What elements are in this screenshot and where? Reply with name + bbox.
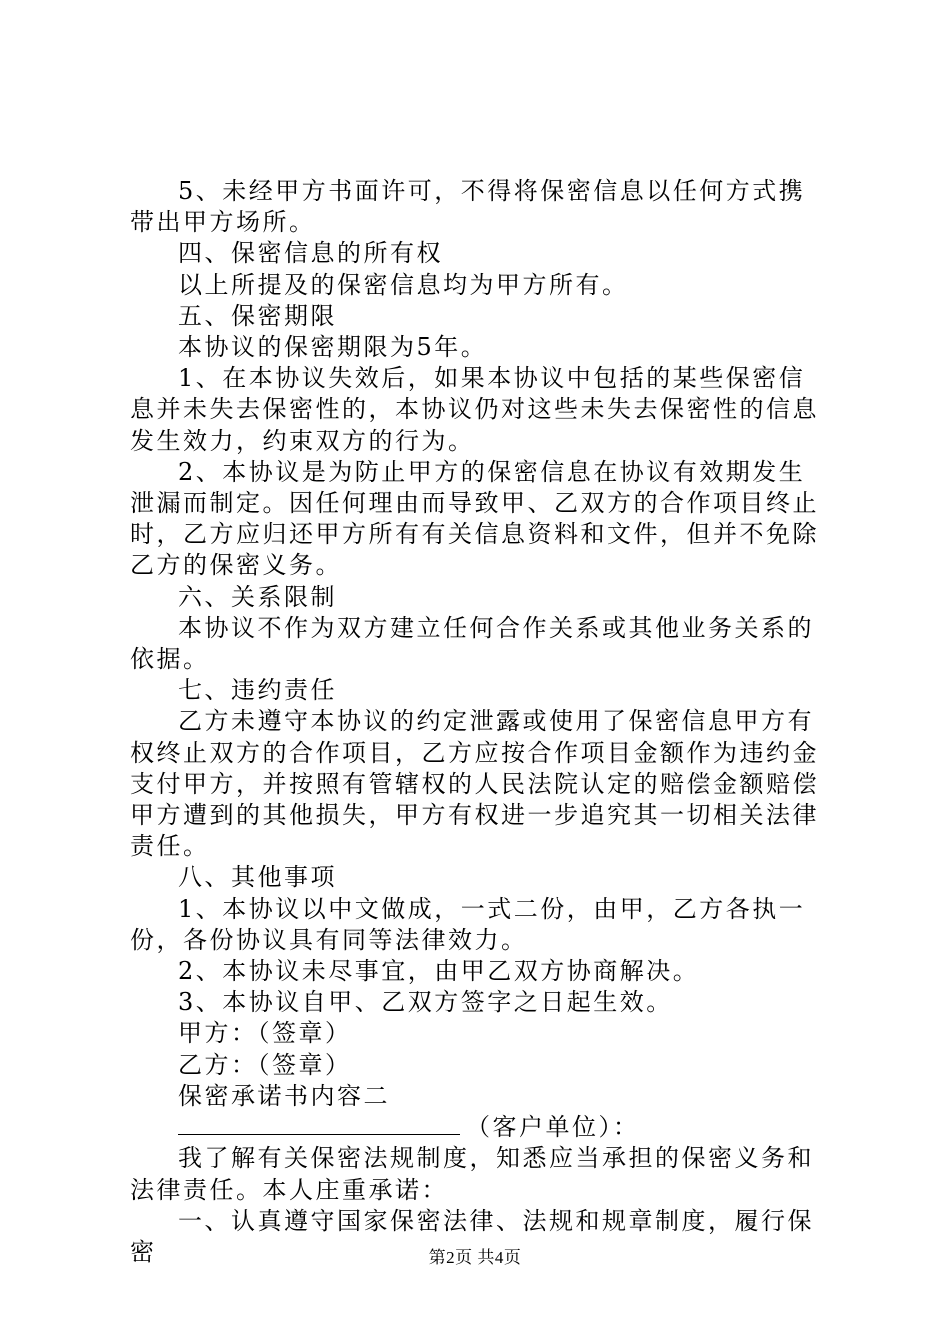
paragraph: 2、本协议是为防止甲方的保密信息在协议有效期发生泄漏而制定。因任何理由而导致甲、乙双方的合作项目终止时，乙方应归还甲方所有有关信息资料和文件，但并不免除乙方的保密义务。 [130,457,819,580]
paragraph: 一、认真遵守国家保密法律、法规和规章制度，履行保密 [130,1206,814,1266]
paragraph: 我了解有关保密法规制度，知悉应当承担的保密义务和法律责任。本人庄重承诺： [130,1144,814,1204]
section-heading: 八、其他事项 [178,863,337,892]
paragraph: 本协议不作为双方建立任何合作关系或其他业务关系的依据。 [130,613,814,674]
paragraph: 乙方未遵守本协议的约定泄露或使用了保密信息甲方有权终止双方的合作项目，乙方应按合作项目金额作为违约金支付甲方，并按照有管辖权的人民法院认定的赔偿金额赔偿甲方遭到的其他损失，甲方有权进一步追究其一切相关法律责任。 [130,707,819,861]
section-title: 保密承诺书内容二 [178,1081,390,1110]
client-unit-line [130,1112,830,1143]
signature-party-b: 乙方：（签章） [178,1050,352,1079]
paragraph: 5、未经甲方书面许可，不得将保密信息以任何方式携带出甲方场所。 [130,177,806,237]
paragraph: 1、在本协议失效后，如果本协议中包括的某些保密信息并未失去保密性的，本协议仍对这些未失去保密性的信息发生效力，约束双方的行为。 [130,364,819,455]
section-heading: 四、保密信息的所有权 [178,239,443,268]
client-unit-label: （客户单位）： [466,1113,640,1142]
signature-party-a: 甲方：（签章） [178,1019,352,1048]
document-body [130,176,830,1268]
section-heading: 五、保密期限 [178,301,337,330]
paragraph: 本协议的保密期限为5年。 [178,333,488,362]
paragraph: 2、本协议未尽事宜，由甲乙双方协商解决。 [178,957,700,986]
section-heading: 七、违约责任 [178,676,337,705]
page-number-footer: 第2页 共4页 [428,1248,522,1267]
client-unit-blank [178,1112,460,1135]
paragraph: 1、本协议以中文做成，一式二份，由甲，乙方各执一份，各份协议具有同等法律效力。 [130,894,806,954]
paragraph: 3、本协议自甲、乙双方签字之日起生效。 [178,988,673,1017]
section-heading: 六、关系限制 [178,582,337,611]
paragraph: 以上所提及的保密信息均为甲方所有。 [178,270,629,299]
